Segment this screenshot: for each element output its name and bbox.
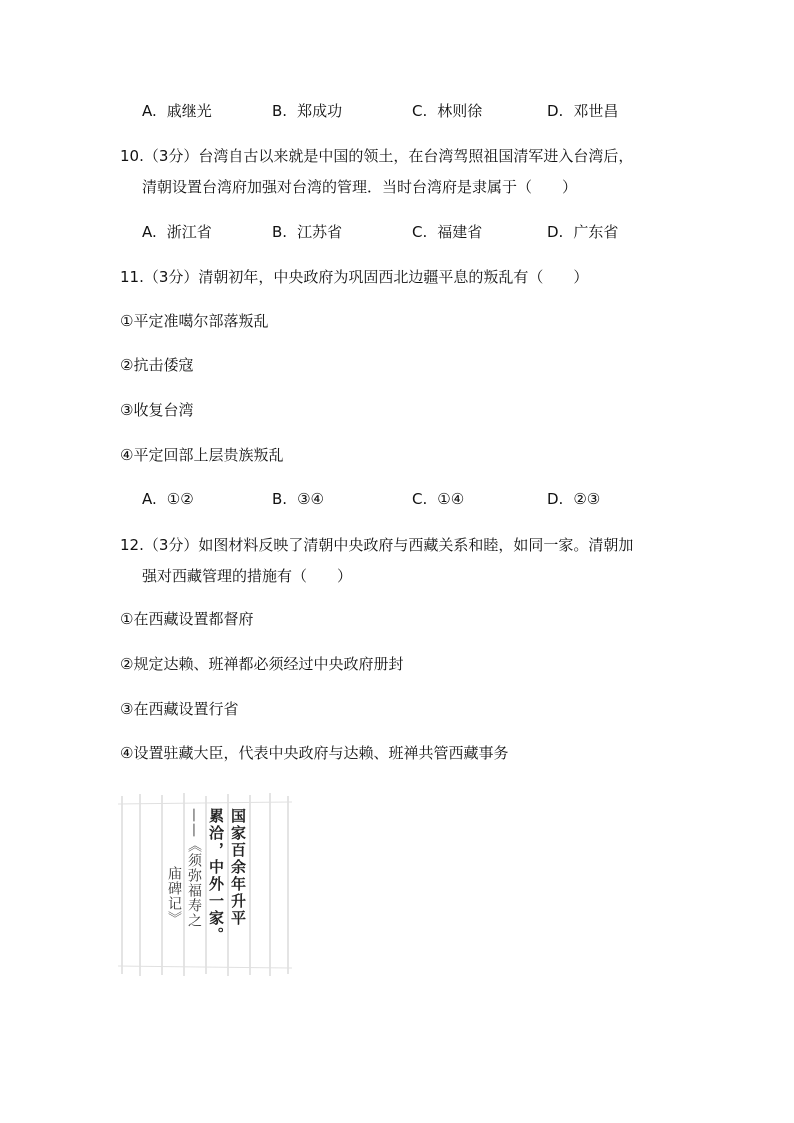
q12-stem-line1: 12.（3分）如图材料反映了清朝中央政府与西藏关系和睦，如同一家。清朝加 [120, 536, 634, 554]
option-letter: A. [142, 102, 157, 120]
option-text: 郑成功 [297, 102, 343, 120]
q9-option-a[interactable] [142, 101, 212, 121]
option-letter: B. [272, 102, 288, 120]
q12-item-4: ④设置驻藏大臣，代表中央政府与达赖、班禅共管西藏事务 [120, 744, 509, 762]
option-letter: B. [272, 490, 288, 508]
option-text: ①② [166, 490, 194, 508]
option-text: ①④ [437, 490, 465, 508]
q12-item-1: ①在西藏设置都督府 [120, 610, 254, 628]
inscription-column-4: 庙碑记》 [166, 866, 182, 926]
option-letter: C. [412, 102, 428, 120]
q10-option-b[interactable] [272, 222, 342, 242]
q12-item-3: ③在西藏设置行省 [120, 700, 239, 718]
option-letter: A. [142, 490, 157, 508]
option-letter: D. [547, 490, 564, 508]
option-text: 林则徐 [437, 102, 483, 120]
option-text: 邓世昌 [573, 102, 619, 120]
q11-item-1: ①平定准噶尔部落叛乱 [120, 312, 269, 330]
q11-stem: 11.（3分）清朝初年，中央政府为巩固西北边疆平息的叛乱有（ ） [120, 268, 589, 286]
q11-option-a[interactable] [142, 489, 194, 509]
option-letter: C. [412, 223, 428, 241]
q9-option-c[interactable] [412, 101, 482, 121]
q9-option-d[interactable] [547, 101, 618, 121]
q11-option-d[interactable] [547, 489, 600, 509]
option-letter: B. [272, 223, 288, 241]
inscription-column-3: ——《须弥福寿之 [186, 808, 202, 928]
option-text: ②③ [573, 490, 601, 508]
q11-item-3: ③收复台湾 [120, 401, 194, 419]
q10-option-d[interactable] [547, 222, 618, 242]
q11-option-c[interactable] [412, 489, 464, 509]
q10-option-a[interactable] [142, 222, 212, 242]
option-letter: A. [142, 223, 157, 241]
q10-stem-line2: 清朝设置台湾府加强对台湾的管理．当时台湾府是隶属于（ ） [142, 178, 578, 196]
option-text: 广东省 [573, 223, 619, 241]
option-text: 浙江省 [166, 223, 212, 241]
stele-inscription-figure [118, 790, 292, 978]
q11-item-2: ②抗击倭寇 [120, 356, 194, 374]
inscription-column-1: 国家百余年升平 [229, 808, 247, 927]
option-text: 福建省 [437, 223, 483, 241]
q10-option-c[interactable] [412, 222, 482, 242]
q11-option-b[interactable] [272, 489, 324, 509]
q11-item-4: ④平定回部上层贵族叛乱 [120, 446, 284, 464]
q10-stem-line1: 10.（3分）台湾自古以来就是中国的领土，在台湾驾照祖国清军进入台湾后， [120, 147, 634, 165]
option-letter: D. [547, 102, 564, 120]
q9-option-b[interactable] [272, 101, 342, 121]
option-text: ③④ [297, 490, 324, 508]
q12-stem-line2: 强对西藏管理的措施有（ ） [142, 567, 353, 585]
inscription-column-2: 累洽，中外一家。 [207, 808, 225, 944]
option-text: 江苏省 [297, 223, 343, 241]
q12-item-2: ②规定达赖、班禅都必须经过中央政府册封 [120, 655, 404, 673]
bamboo-slips-image [118, 790, 292, 978]
option-letter: C. [412, 490, 428, 508]
option-text: 戚继光 [166, 102, 212, 120]
option-letter: D. [547, 223, 564, 241]
